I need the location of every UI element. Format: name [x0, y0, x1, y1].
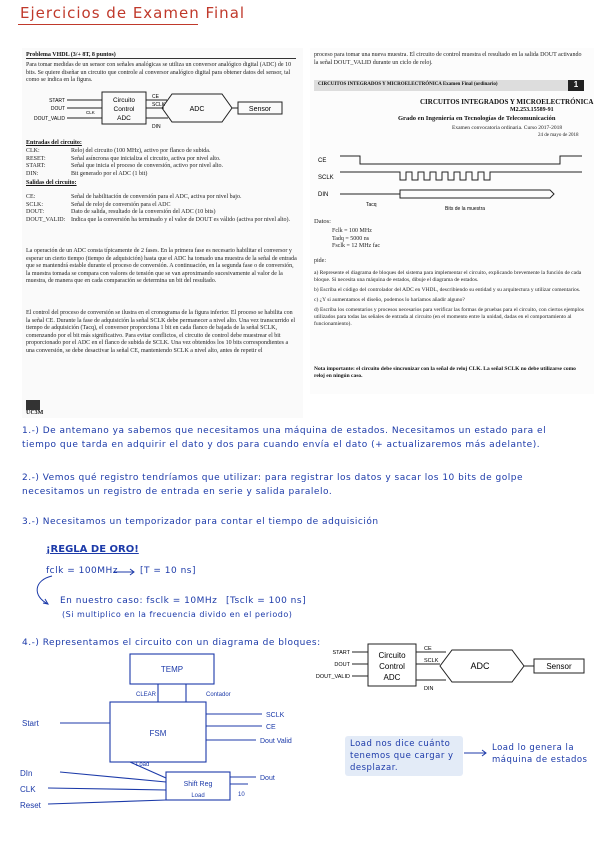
input-dout-valid: DOUT_VALID — [33, 116, 65, 122]
copy-signal-ce: CE — [424, 646, 432, 652]
input-row: START: Señal que inicia el proceso de conversión, activo por nivel alto. — [26, 163, 223, 169]
paragraph-1: La operación de un ADC consta típicamente de 2 fases. En la primera fase es necesario habilitar el conversor y esperar un cierto tiempo (tiempo de adquisición) hasta que el ADC ha tomado una muestra de la señal de entrada que se mantendrá estable durante el proceso de conversión. A continuación, en la segunda fase o de conversión, la muestra tomada se compara con valores de tensión que se van aproximando sucesivamente al valor de la muestra, de manera que en cada comparación se determina un bit del resultado. — [26, 248, 297, 284]
page-number: 1 — [568, 80, 584, 91]
exam-year: Examen convocatoria ordinaria. Curso 2017-2018 — [452, 125, 563, 131]
copy-sensor-label: Sensor — [546, 662, 572, 671]
contador-label: Contador — [206, 692, 231, 698]
curved-arrow-icon — [30, 574, 60, 608]
dout-valid-out-label: Dout Valid — [260, 738, 292, 745]
sclk-out-label: SCLK — [266, 712, 285, 719]
question-a: a) Represente el diagrama de bloques del sistema para implementar el circuito, explicando brevemente la función de cada bloque. Si necesita una máquina de estados, dibuje el diagrama de estados. — [314, 270, 582, 283]
asks: pide: — [314, 258, 326, 264]
input-row: CLK: Reloj del circuito (100 MHz), activo por flanco de subida. — [26, 148, 211, 154]
page-title: Ejercicios de Examen Final — [20, 4, 246, 22]
timing-din-label: DIN — [318, 192, 329, 198]
note-3: 3.-) Necesitamos un temporizador para contar el tiempo de adquisición — [22, 517, 379, 527]
load-note-text: Load nos dice cuánto tenemos que cargar y desplazar. — [350, 739, 454, 773]
degree: Grado en Ingeniería en Tecnologías de Telecomunicación — [398, 115, 556, 122]
signal-ce: CE — [152, 94, 159, 100]
data-heading: Datos: — [314, 218, 331, 225]
input-row: DIN: Bit generado por el ADC (1 bit) — [26, 170, 148, 177]
logo-text: UC3M — [26, 410, 44, 416]
arrow-icon — [112, 567, 138, 577]
fsm-block-diagram — [0, 650, 340, 848]
timing-sclk-label: SCLK — [318, 175, 334, 181]
input-dout: DOUT — [50, 106, 65, 112]
timing-bits-label: Bits de la muestra — [445, 206, 486, 212]
paragraph-2: El control del proceso de conversión se ilustra en el cronograma de la figura inferior. El proceso se habilita con la señal CE. Durante la fase de adquisición la señal SCLK debe permanecer a nivel alto. Una vez transcurrido el tiempo de adquisición (Tacq), el conversor proporciona 1 bit en cada flanco de bajada de la señal SCLK, comenzando por el bit más significativo. Para evitar conflictos, el circuito de control debe muestrear el bit proporcionado por el ADC en el flanco de subida de SCLK. Una vez obtenidos los 10 bits correspondientes a una conversión, se debe desactivar la señal CE, manteniendo SCLK a nivel alto, antes de repetir el — [26, 310, 296, 354]
note-4: 4.-) Representamos el circuito con un diagrama de bloques: — [22, 638, 321, 648]
problem-heading: Problema VHDL (3/+ 8T, 8 puntos) — [26, 52, 296, 59]
question-c: c) ¿Y si aumentamos el diseño, podemos lo haríamos añadir alguno? — [314, 297, 465, 303]
case-formula-b: [Tsclk = 100 ns] — [226, 596, 307, 606]
course-name: CIRCUITOS INTEGRADOS Y MICROELECTRÓNICA — [420, 98, 594, 106]
copy-signal-din: DIN — [424, 686, 434, 692]
rule-formula-a: fclk = 100MHz — [46, 566, 119, 576]
din-label: DIn — [20, 769, 33, 778]
timing-ce-label: CE — [318, 158, 327, 164]
case-note: (Si multiplico en la frecuencia divido en el periodo) — [62, 610, 293, 619]
exam-header-scan — [310, 48, 594, 394]
load-note-right: Load lo genera la máquina de estados — [492, 743, 588, 765]
start-label: Start — [22, 719, 39, 728]
rule-formula-b: [T = 10 ns] — [140, 566, 196, 576]
golden-rule-title: ¡REGLA DE ORO! — [46, 544, 139, 555]
input-start: START — [49, 98, 65, 104]
clear-signal-label: CLEAR — [136, 692, 157, 698]
important-note: Nota importante: el circuito debe sincronizar con la señal de reloj CLK. La señal SCLK no debe utilizarse como reloj en ningún caso. — [314, 366, 576, 379]
exam-date: 24 de mayo de 2018 — [538, 133, 579, 138]
data-item: Fsclk = 12 MHz fac — [332, 243, 381, 249]
data-list — [332, 228, 380, 251]
note-2: 2.-) Vemos qué registro tendríamos que utilizar: para registrar los datos y sacar los 10 bits de golpe necesitamos un registro de entrada en serie y salida paralelo. — [22, 473, 524, 497]
copy-input-dout: DOUT — [334, 662, 350, 668]
inputs-heading: Entradas del circuito: — [26, 140, 82, 146]
copy-input-start: START — [332, 650, 350, 656]
input-row: RESET: Señal asíncrona que inicializa el circuito, activa por nivel alto. — [26, 155, 221, 162]
course-code: M2.253.15589-91 — [510, 107, 554, 113]
case-formula-a: En nuestro caso: fsclk = 10MHz — [60, 596, 218, 606]
control-label-2: Control — [113, 106, 135, 113]
load-signal-label: Load — [136, 762, 150, 768]
copy-input-dout-valid: DOUT_VALID — [315, 674, 350, 680]
control-label-3: ADC — [117, 115, 131, 122]
data-item: Tadq = 5000 ns — [332, 235, 370, 242]
dout-out-label: Dout — [260, 775, 275, 782]
question-b: b) Escriba el código del controlador del ADC en VHDL, describiendo su entidad y su arquitectura y utilizar comentarios. — [314, 287, 581, 293]
sensor-label: Sensor — [248, 106, 272, 113]
outputs-list — [26, 194, 298, 224]
control-label-1: Circuito — [112, 97, 136, 104]
problem-diagram — [22, 88, 303, 132]
width-label: 10 — [238, 792, 245, 798]
problem-intro: Para tomar medidas de un sensor con señales analógicas se utiliza un conversor analógico digital (ADC) de 10 bits. Se quiere diseñar un circuito que controle al conversor analógico digital para obtener datos del sensor, tal como se indica en la figura. — [26, 62, 292, 83]
signal-sclk: SCLK — [152, 102, 166, 108]
clk-label: CLK — [20, 785, 36, 794]
question-d: d) Escriba los comentarios y procesos necesarios para verificar las formas de pruebas para el circuito, con ciertos ejemplos utilizados para todas las señales de entrada al circuito (en el momento entre la unidad, dadas en el comportamiento al funcionamiento). — [314, 307, 584, 327]
reset-label: Reset — [20, 801, 41, 810]
output-row: SCLK: Señal de reloj de conversión para el ADC — [26, 201, 171, 208]
note-1: 1.-) De antemano ya sabemos que necesitamos una máquina de estados. Necesitamos un estado para el tiempo que tarda en adquirir el dato y dos para cuando envía el dato (+ actualizaremos más adelante). — [22, 426, 547, 450]
inputs-list — [26, 148, 298, 178]
timing-diagram — [310, 152, 594, 214]
output-row: DOUT_VALID: Indica que la conversión ha terminado y el valor de DOUT es válido (activa por nivel alto). — [26, 216, 290, 223]
output-row: DOUT: Dato de salida, resultado de la conversión del ADC (10 bits) — [26, 209, 216, 215]
timing-tacq-label: Tacq — [366, 202, 377, 208]
copy-signal-sclk: SCLK — [424, 658, 439, 664]
signal-clk: CLK — [86, 110, 95, 115]
copy-control-label-3: ADC — [383, 673, 401, 682]
copy-adc-label: ADC — [470, 661, 490, 671]
course-line: CIRCUITOS INTEGRADOS Y MICROELECTRÓNICA Examen Final (ordinario) — [318, 82, 498, 87]
data-item: Fclk = 100 MHz — [332, 228, 372, 234]
questions — [314, 270, 588, 331]
adc-label: ADC — [189, 106, 205, 113]
statement-continuation: proceso para tomar una nueva muestra. El circuito de control muestra el resultado en la salida DOUT activando la señal DOUT_VALID durante un ciclo de reloj. — [314, 52, 582, 66]
system-diagram-copy — [312, 640, 596, 696]
problem-statement-scan — [22, 48, 303, 418]
outputs-heading: Salidas del circuito: — [26, 180, 77, 186]
copy-control-label-1: Circuito — [378, 651, 406, 660]
title-underline — [18, 24, 198, 25]
uc3m-logo-icon — [26, 400, 40, 410]
shift-reg-label: Shift Reg — [183, 781, 213, 788]
output-row: CE: Señal de habilitación de conversión para el ADC, activa por nivel bajo. — [26, 194, 242, 200]
right-arrow-icon — [462, 748, 490, 758]
temp-label: TEMP — [160, 665, 184, 674]
ce-out-label: CE — [266, 724, 276, 731]
signal-din: DIN — [152, 124, 161, 130]
shift-reg-sublabel: Load — [191, 793, 205, 799]
fsm-label: FSM — [149, 729, 167, 738]
copy-control-label-2: Control — [379, 662, 405, 671]
